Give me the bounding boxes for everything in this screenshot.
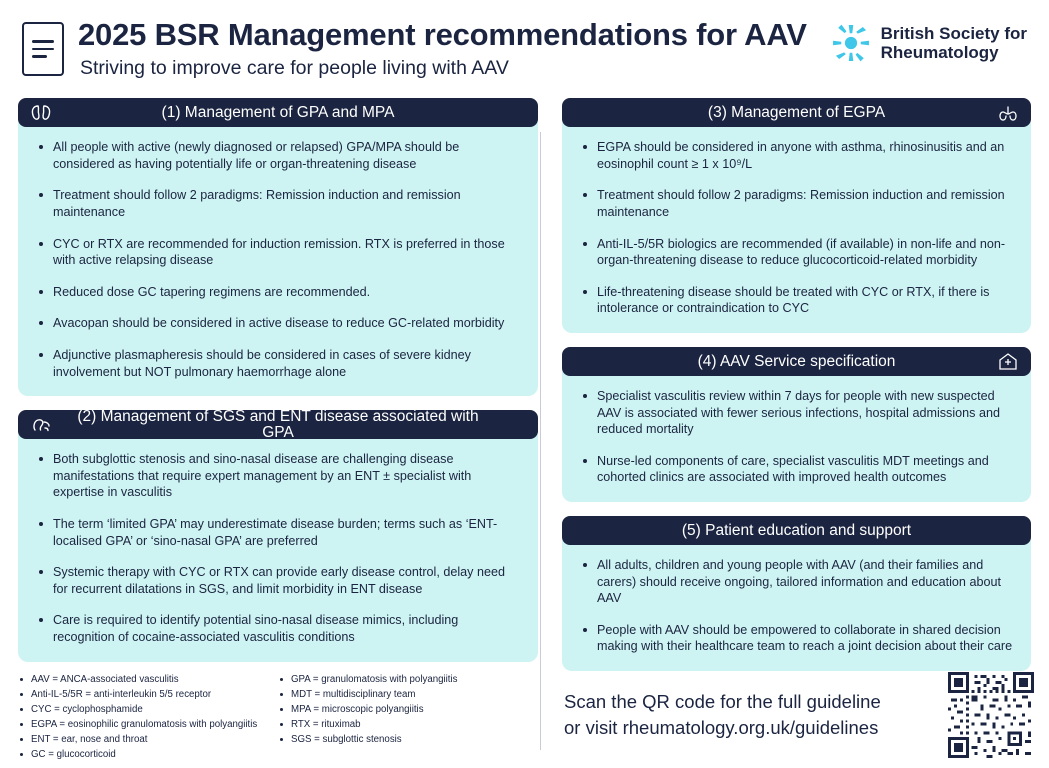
page-title: 2025 BSR Management recommendations for AAV: [78, 17, 807, 52]
list-item: Treatment should follow 2 paradigms: Remission induction and remission maintenance: [580, 187, 1013, 220]
qr-line-1: Scan the QR code for the full guideline: [564, 691, 881, 713]
card-patient-education: [562, 516, 1031, 671]
qr-line-2: or visit rheumatology.org.uk/guidelines: [564, 717, 879, 738]
card-header: [562, 516, 1031, 545]
abbreviation-item: CYC = cyclophosphamide: [18, 702, 268, 717]
left-column: [18, 98, 538, 645]
right-column: [538, 98, 1031, 654]
list-item: Nurse-led components of care, specialist vasculitis MDT meetings and cohorted clinics are associated with improved health outcomes: [580, 453, 1013, 486]
list-item: Systemic therapy with CYC or RTX can provide early disease control, delay need for recurrent dilatations in SGS, and limit morbidity in ENT disease: [36, 564, 520, 597]
list-item: All adults, children and young people with AAV (and their families and carers) should receive ongoing, tailored information and education about AAV: [580, 557, 1013, 607]
kidneys-icon: [28, 102, 54, 124]
card-title: (1) Management of GPA and MPA: [161, 103, 395, 121]
recommendation-list: [36, 139, 520, 380]
list-item: Reduced dose GC tapering regimens are recommended.: [36, 284, 520, 301]
bsr-logo-icon: [830, 22, 872, 64]
lungs-icon: [995, 102, 1021, 124]
abbreviation-item: GPA = granulomatosis with polyangiitis: [278, 672, 528, 687]
card-header: [18, 98, 538, 127]
recommendation-list: [580, 557, 1013, 655]
recommendation-list: [36, 451, 520, 645]
card-service-specification: [562, 347, 1031, 502]
abbreviation-item: ENT = ear, nose and throat: [18, 732, 268, 747]
content-columns: [18, 98, 1031, 654]
list-item: The term ‘limited GPA’ may underestimate disease burden; terms such as ‘ENT-localised GPA’ or ‘sino-nasal GPA’ are preferred: [36, 516, 520, 549]
list-item: Both subglottic stenosis and sino-nasal disease are challenging disease manifestations that require expert management by an ENT ± specialist with expertise in vasculitis: [36, 451, 520, 501]
ear-nose-throat-icon: [28, 414, 54, 436]
page-header: [18, 16, 1031, 80]
recommendation-list: [580, 388, 1013, 486]
abbreviations-block: [18, 672, 528, 762]
recommendation-list: [580, 139, 1013, 317]
card-header: [18, 410, 538, 439]
list-item: EGPA should be considered in anyone with asthma, rhinosinusitis and an eosinophil count ≥ 1 x 10⁹/L: [580, 139, 1013, 172]
abbreviation-item: MDT = multidisciplinary team: [278, 687, 528, 702]
page-subtitle: Striving to improve care for people living with AAV: [80, 56, 509, 79]
card-body: [18, 113, 538, 396]
list-item: Specialist vasculitis review within 7 days for people with new suspected AAV is associated with fewer serious infections, hospital admissions and reduced mortality: [580, 388, 1013, 438]
abbreviation-item: AAV = ANCA-associated vasculitis: [18, 672, 268, 687]
brand-name: [881, 24, 1027, 62]
card-header: [562, 98, 1031, 127]
qr-instructions: [564, 689, 930, 740]
abbreviation-item: SGS = subglottic stenosis: [278, 732, 528, 747]
card-title: (4) AAV Service specification: [697, 352, 896, 370]
abbreviations-column-1: [18, 672, 268, 762]
card-body: [562, 362, 1031, 502]
abbreviations-column-2: [278, 672, 528, 762]
card-egpa: [562, 98, 1031, 333]
list-item: Care is required to identify potential sino-nasal disease mimics, including recognition of cocaine-associated vasculitis conditions: [36, 612, 520, 645]
card-title: (5) Patient education and support: [681, 521, 912, 539]
list-item: Anti-IL-5/5R biologics are recommended (if available) in non-life and non-organ-threatening disease to reduce glucocorticoid-related morbidity: [580, 236, 1013, 269]
brand-block: [830, 22, 1031, 64]
card-sgs-ent: [18, 410, 538, 661]
list-item: People with AAV should be empowered to collaborate in shared decision making with their healthcare team to reach a joint decision about their care: [580, 622, 1013, 655]
abbreviation-item: MPA = microscopic polyangiitis: [278, 702, 528, 717]
list-item: CYC or RTX are recommended for induction remission. RTX is preferred in those with active relapsing disease: [36, 236, 520, 269]
brand-line-2: Rheumatology: [880, 43, 999, 62]
card-body: [562, 113, 1031, 333]
abbreviation-item: Anti-IL-5/5R = anti-interleukin 5/5 receptor: [18, 687, 268, 702]
list-item: Treatment should follow 2 paradigms: Remission induction and remission maintenance: [36, 187, 520, 220]
hospital-icon: [995, 350, 1021, 372]
card-title: (3) Management of EGPA: [707, 103, 886, 121]
qr-code-icon[interactable]: [948, 672, 1034, 758]
qr-footer: [564, 672, 1034, 758]
card-body: [18, 425, 538, 661]
abbreviation-item: GC = glucocorticoid: [18, 747, 268, 762]
card-header: [562, 347, 1031, 376]
title-block: [78, 16, 816, 80]
abbreviation-item: RTX = rituximab: [278, 717, 528, 732]
brand-line-1: British Society for: [880, 23, 1027, 43]
list-item: Adjunctive plasmapheresis should be considered in cases of severe kidney involvement but NOT pulmonary haemorrhage alone: [36, 347, 520, 380]
document-icon: [22, 22, 64, 76]
list-item: All people with active (newly diagnosed or relapsed) GPA/MPA should be considered as having potentially life or organ-threatening disease: [36, 139, 520, 172]
abbreviation-item: EGPA = eosinophilic granulomatosis with polyangiitis: [18, 717, 268, 732]
card-title: (2) Management of SGS and ENT disease associated with GPA: [77, 408, 479, 441]
card-gpa-mpa: [18, 98, 538, 396]
list-item: Life-threatening disease should be treated with CYC or RTX, if there is intolerance or contraindication to CYC: [580, 284, 1013, 317]
list-item: Avacopan should be considered in active disease to reduce GC-related morbidity: [36, 315, 520, 332]
card-body: [562, 531, 1031, 671]
